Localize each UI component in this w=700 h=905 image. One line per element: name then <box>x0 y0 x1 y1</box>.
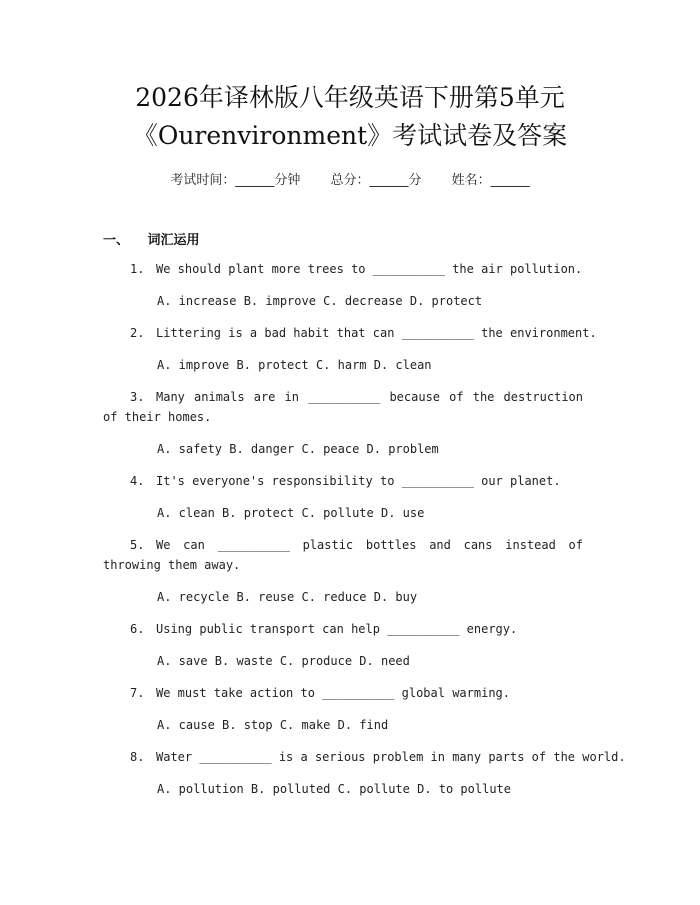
question-number: 1. <box>130 262 145 276</box>
exam-score-field: 总分：______分 <box>330 173 422 188</box>
question-5 <box>103 535 583 575</box>
question-number: 5. <box>130 538 145 552</box>
question-number: 3. <box>130 390 145 404</box>
question-7-options: A. cause B. stop C. make D. find <box>157 718 389 732</box>
question-2 <box>130 323 597 343</box>
exam-name-field: 姓名：______ <box>451 173 530 188</box>
question-number: 2. <box>130 326 145 340</box>
question-4-options: A. clean B. protect C. pollute D. use <box>157 506 425 520</box>
question-5-options: A. recycle B. reuse C. reduce D. buy <box>157 590 418 604</box>
exam-time-field: 考试时间：______分钟 <box>170 173 301 188</box>
section-number: 一、 <box>103 233 130 248</box>
question-text: It's everyone's responsibility to __________ our planet. <box>156 474 561 488</box>
question-3-options: A. safety B. danger C. peace D. problem <box>157 442 439 456</box>
question-8 <box>130 747 626 767</box>
exam-title-line-1: 2026年译林版八年级英语下册第5单元 <box>135 83 565 112</box>
question-text: Many animals are in __________ because of the destruction of their homes. <box>103 390 583 424</box>
question-text: Water __________ is a serious problem in many parts of the world. <box>156 750 626 764</box>
question-6-options: A. save B. waste C. produce D. need <box>157 654 410 668</box>
question-number: 6. <box>130 622 145 636</box>
section-heading <box>103 229 200 248</box>
section-title: 词汇运用 <box>147 233 200 248</box>
question-text: Using public transport can help __________ energy. <box>156 622 518 636</box>
question-7 <box>130 683 510 703</box>
question-4 <box>130 471 561 491</box>
question-number: 4. <box>130 474 145 488</box>
question-6 <box>130 619 517 639</box>
exam-title-line-2: 《Ourenvironment》考试试卷及答案 <box>132 121 568 150</box>
question-text: We must take action to __________ global warming. <box>156 686 511 700</box>
question-1-options: A. increase B. improve C. decrease D. protect <box>157 294 483 308</box>
question-2-options: A. improve B. protect C. harm D. clean <box>157 358 432 372</box>
question-8-options: A. pollution B. polluted C. pollute D. to pollute <box>157 782 512 796</box>
question-text: Littering is a bad habit that can __________ the environment. <box>156 326 597 340</box>
exam-meta <box>0 169 700 188</box>
question-3 <box>103 387 583 427</box>
question-number: 8. <box>130 750 145 764</box>
question-text: We can __________ plastic bottles and cans instead of throwing them away. <box>103 538 583 572</box>
question-number: 7. <box>130 686 145 700</box>
question-1 <box>130 259 582 279</box>
question-text: We should plant more trees to __________ the air pollution. <box>156 262 583 276</box>
